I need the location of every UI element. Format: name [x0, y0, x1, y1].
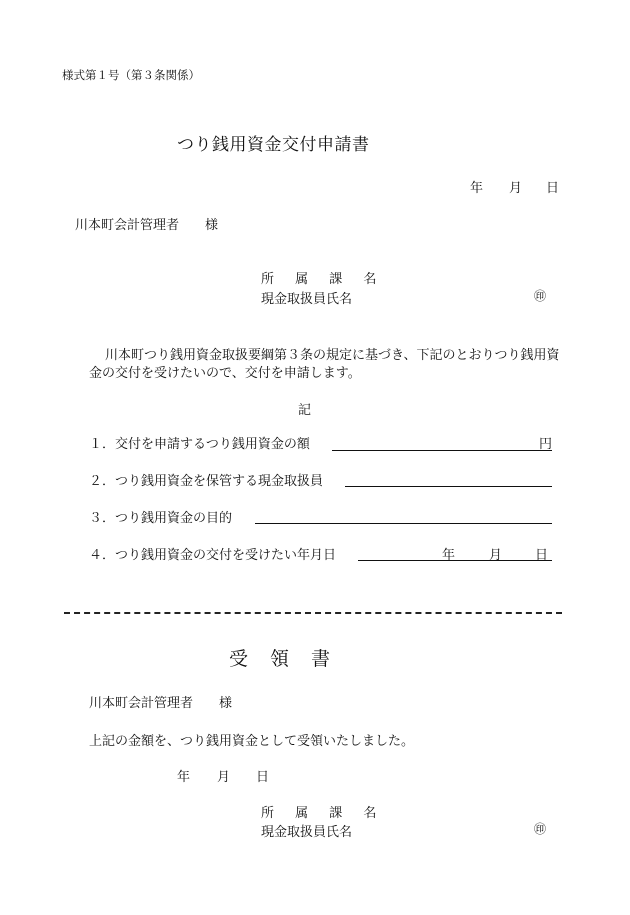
item-4-label: ４．つり銭用資金の交付を受けたい年月日 — [89, 548, 337, 563]
receipt-seal-mark: ㊞ — [534, 822, 547, 836]
body-line-2: 金の交付を受けたいので、交付を申請します。 — [89, 366, 361, 381]
item-1-yen: 円 — [539, 437, 553, 452]
item-2-holder-field[interactable] — [345, 486, 552, 487]
form-title: つり銭用資金交付申請書 — [177, 135, 370, 155]
item-4-month: 月 — [489, 548, 503, 563]
receipt-date-month: 月 — [217, 770, 231, 785]
date-day: 日 — [546, 181, 560, 196]
receipt-dept-label: 所 属 課 名 — [261, 806, 385, 821]
item-3-purpose-field[interactable] — [255, 523, 552, 524]
receipt-date-year: 年 — [177, 770, 191, 785]
receipt-applicant-label: 現金取扱員氏名 — [261, 825, 353, 840]
ki-label: 記 — [298, 403, 312, 418]
receipt-addressee: 川本町会計管理者 様 — [89, 696, 233, 711]
applicant-label: 現金取扱員氏名 — [261, 292, 353, 307]
date-year: 年 — [470, 181, 484, 196]
item-4-year: 年 — [442, 548, 456, 563]
receipt-date-day: 日 — [256, 770, 270, 785]
item-2-label: ２．つり銭用資金を保管する現金取扱員 — [89, 474, 324, 489]
receipt-title: 受領書 — [229, 648, 353, 670]
addressee: 川本町会計管理者 様 — [75, 218, 219, 233]
receipt-body: 上記の金額を、つり銭用資金として受領いたしました。 — [89, 734, 415, 749]
form-number: 様式第１号（第３条関係） — [62, 68, 200, 82]
body-line-1: 川本町つり銭用資金取扱要綱第３条の規定に基づき、下記のとおりつり銭用資 — [105, 348, 560, 363]
item-3-label: ３．つり銭用資金の目的 — [89, 511, 233, 526]
dept-label: 所 属 課 名 — [261, 272, 385, 287]
date-month: 月 — [509, 181, 523, 196]
item-1-amount-field[interactable] — [332, 450, 552, 451]
cut-line — [64, 612, 562, 614]
item-1-label: １．交付を申請するつり銭用資金の額 — [89, 437, 310, 452]
item-4-day: 日 — [535, 548, 549, 563]
seal-mark: ㊞ — [534, 289, 547, 303]
